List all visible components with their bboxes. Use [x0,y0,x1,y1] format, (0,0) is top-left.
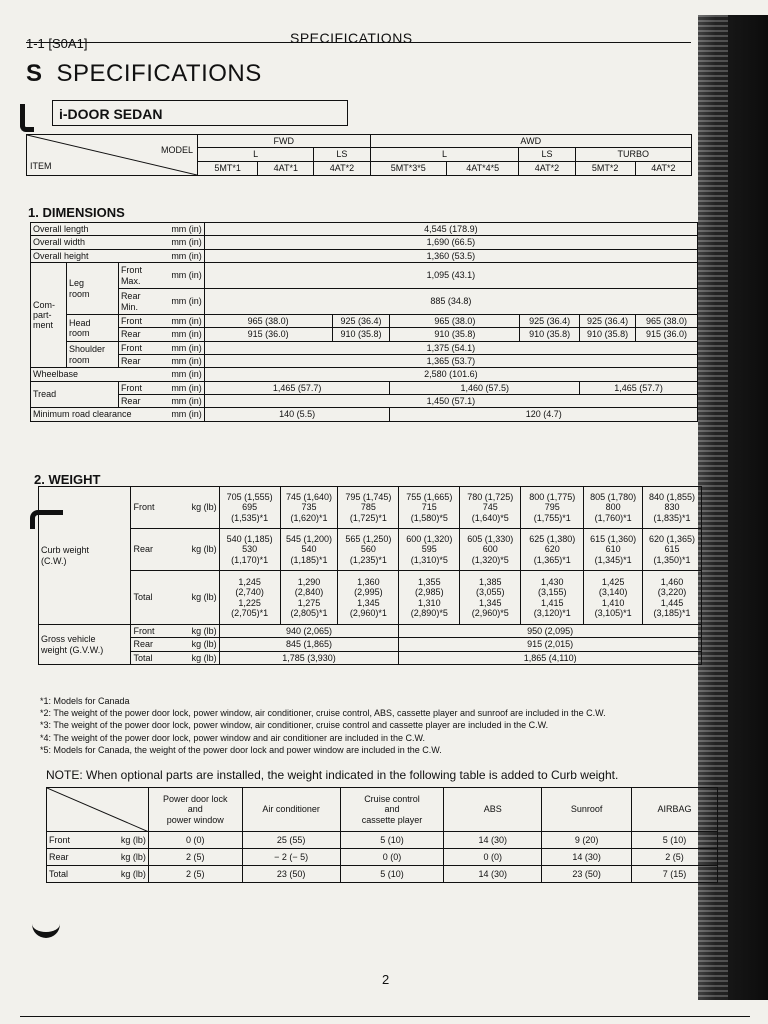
dim-row [31,328,698,341]
weight-value: 915 (2,015) [399,638,702,651]
dim-label: Overall length [31,223,159,236]
dim-value: 120 (4.7) [390,408,698,421]
dim-value: 910 (35.8) [520,328,580,341]
dim-value: 1,690 (66.5) [204,236,697,249]
option-value: 0 (0) [444,849,542,866]
option-value: 14 (30) [542,849,632,866]
dim-value: 4,545 (178.9) [204,223,697,236]
dim-unit: mm (in) [158,341,204,354]
page-number: 2 [382,972,390,987]
footnote: *4: The weight of the power door lock, power window and air conditioner are included in the C.W. [40,732,426,743]
weight-value: 950 (2,095) [399,625,702,638]
weight-value: 1,360 (2,995) 1,345 (2,960)*1 [338,571,399,625]
dim-value: 925 (36.4) [580,315,636,328]
dim-value: 1,375 (54.1) [204,341,697,354]
fwd-l-header: L [198,148,314,161]
dim-unit: mm (in) [158,381,204,394]
corner-diagonal [47,788,149,832]
title-text: SPECIFICATIONS [56,60,262,87]
dim-value: 1,365 (53.7) [204,355,697,368]
weight-value: 1,290 (2,840) 1,275 (2,805)*1 [280,571,338,625]
row-label: Rear [47,849,105,866]
model-col: 4AT*4*5 [447,161,519,175]
weight-value: 1,430 (3,155) 1,415 (3,120)*1 [521,571,584,625]
options-row [47,866,718,883]
option-header: Power door lock and power window [148,788,242,832]
dim-row [31,223,698,236]
option-value: 14 (30) [444,832,542,849]
dim-row [31,236,698,249]
model-table [26,134,692,176]
weight-value: 1,355 (2,985) 1,310 (2,890)*5 [399,571,460,625]
weight-heading: 2. WEIGHT [34,472,101,487]
row-label: Total [131,651,173,664]
weight-value: 755 (1,665) 715 (1,580)*5 [399,487,460,529]
dim-value: 925 (36.4) [520,315,580,328]
dim-unit: mm (in) [158,395,204,408]
option-value: 7 (15) [632,866,718,883]
weight-value: 1,385 (3,055) 1,345 (2,960)*5 [460,571,521,625]
dim-value: 1,465 (57.7) [204,381,390,394]
row-unit: kg (lb) [173,625,219,638]
tread-label: Tread [31,381,119,408]
dim-label: Rear [118,355,158,368]
header-rule [26,42,691,43]
bottom-rule [20,1016,750,1017]
dim-unit: mm (in) [158,408,204,421]
model-item-corner [27,135,198,176]
dim-label: Rear [118,395,158,408]
fwd-ls-header: LS [314,148,370,161]
option-value: 9 (20) [542,832,632,849]
option-value: − 2 (− 5) [242,849,340,866]
gvw-label: Gross vehicle weight (G.V.W.) [39,625,131,665]
curb-weight-label: Curb weight (C.W.) [39,487,131,625]
option-value: 2 (5) [148,849,242,866]
weight-value: 705 (1,555) 695 (1,535)*1 [219,487,280,529]
model-col: 5MT*1 [198,161,258,175]
dim-value: 910 (35.8) [390,328,520,341]
model-col: 5MT*2 [575,161,635,175]
row-label: Front [131,487,173,529]
page-title [26,60,262,88]
weight-table [38,486,702,665]
dim-value: 885 (34.8) [204,289,697,315]
turbo-header: TURBO [575,148,691,161]
row-unit: kg (lb) [104,849,148,866]
option-header: ABS [444,788,542,832]
weight-value: 620 (1,365) 615 (1,350)*1 [643,529,702,571]
options-row [47,849,718,866]
gvw-total-row [39,651,702,664]
dim-unit: mm (in) [158,223,204,236]
footnotes [40,695,606,756]
awd-l-header: L [370,148,519,161]
dim-value: 1,460 (57.5) [390,381,580,394]
dim-unit: mm (in) [158,368,204,381]
dim-label: Front [118,315,158,328]
option-header: AIRBAG [632,788,718,832]
row-unit: kg (lb) [173,529,219,571]
weight-value: 1,460 (3,220) 1,445 (3,185)*1 [643,571,702,625]
dim-row [31,315,698,328]
option-value: 2 (5) [148,866,242,883]
fwd-header: FWD [198,135,371,148]
dim-unit: mm (in) [158,289,204,315]
weight-value: 540 (1,185) 530 (1,170)*1 [219,529,280,571]
footnote: *5: Models for Canada, the weight of the power door lock and power window are included in the C.W. [40,744,442,755]
weight-value: 1,785 (3,930) [219,651,399,664]
item-label: ITEM [30,161,52,172]
curb-rear-row [39,529,702,571]
model-label: MODEL [160,145,193,155]
awd-header: AWD [370,135,692,148]
row-label: Rear [131,529,173,571]
weight-value: 805 (1,780) 800 (1,760)*1 [584,487,643,529]
dim-unit: mm (in) [158,328,204,341]
option-header: Cruise control and cassette player [340,788,444,832]
dim-row [31,395,698,408]
dim-unit: mm (in) [158,249,204,262]
title-letter: S [26,60,43,87]
dim-label: Rear [118,328,158,341]
weight-value: 545 (1,200) 540 (1,185)*1 [280,529,338,571]
model-col: 4AT*2 [314,161,370,175]
model-col: 4AT*2 [519,161,575,175]
dim-value: 925 (36.4) [332,315,390,328]
note-text: NOTE: When optional parts are installed, the weight indicated in the following table is added to Curb weight. [46,768,619,782]
weight-value: 600 (1,320) 595 (1,310)*5 [399,529,460,571]
margin-hook-bottom [32,920,60,938]
weight-value: 840 (1,855) 830 (1,835)*1 [643,487,702,529]
dim-value: 140 (5.5) [204,408,390,421]
dim-value: 1,095 (43.1) [204,263,697,289]
header-title: SPECIFICATIONS [290,30,413,46]
dim-value: 910 (35.8) [580,328,636,341]
gvw-front-row [39,625,702,638]
dim-row [31,249,698,262]
option-value: 5 (10) [632,832,718,849]
weight-value: 780 (1,725) 745 (1,640)*5 [460,487,521,529]
dim-value: 915 (36.0) [636,328,698,341]
dimensions-heading: 1. DIMENSIONS [28,205,125,220]
row-unit: kg (lb) [104,866,148,883]
footnote: *3: The weight of the power door lock, power window, air conditioner, cruise control and cassette player are included in the C.W. [40,720,549,731]
dim-label: Wheelbase [31,368,159,381]
dim-value: 965 (38.0) [390,315,520,328]
option-value: 0 (0) [148,832,242,849]
weight-value: 615 (1,360) 610 (1,345)*1 [584,529,643,571]
dim-unit: mm (in) [158,236,204,249]
dim-label: Minimum road clearance [31,408,159,421]
dim-row [31,368,698,381]
weight-value: 795 (1,745) 785 (1,725)*1 [338,487,399,529]
weight-value: 1,865 (4,110) [399,651,702,664]
row-unit: kg (lb) [173,638,219,651]
awd-ls-header: LS [519,148,575,161]
dim-row [31,408,698,421]
gvw-rear-row [39,638,702,651]
weight-value: 845 (1,865) [219,638,399,651]
option-value: 25 (55) [242,832,340,849]
options-row [47,832,718,849]
weight-value: 605 (1,330) 600 (1,320)*5 [460,529,521,571]
dim-value: 2,580 (101.6) [204,368,697,381]
option-header: Air conditioner [242,788,340,832]
curb-front-row [39,487,702,529]
row-label: Front [47,832,105,849]
dim-value: 910 (35.8) [332,328,390,341]
footnote: *1: Models for Canada [40,696,130,706]
model-col: 4AT*1 [258,161,314,175]
dim-row [31,355,698,368]
option-value: 23 (50) [542,866,632,883]
weight-value: 625 (1,380) 620 (1,365)*1 [521,529,584,571]
row-label: Rear [131,638,173,651]
dim-label: Front [118,381,158,394]
dim-label: Rear Min. [118,289,158,315]
weight-value: 1,425 (3,140) 1,410 (3,105)*1 [584,571,643,625]
row-unit: kg (lb) [173,487,219,529]
row-label: Total [47,866,105,883]
options-header-row [47,788,718,832]
weight-value: 1,245 (2,740) 1,225 (2,705)*1 [219,571,280,625]
dim-row [31,289,698,315]
dim-label: Front Max. [118,263,158,289]
option-value: 0 (0) [340,849,444,866]
dim-value: 1,465 (57.7) [580,381,698,394]
dim-value: 965 (38.0) [636,315,698,328]
row-unit: kg (lb) [173,651,219,664]
option-value: 5 (10) [340,832,444,849]
dim-value: 1,450 (57.1) [204,395,697,408]
dim-unit: mm (in) [158,355,204,368]
compartment-label: Com- part- ment [31,263,67,368]
dim-unit: mm (in) [158,263,204,289]
option-value: 23 (50) [242,866,340,883]
option-value: 2 (5) [632,849,718,866]
option-value: 5 (10) [340,866,444,883]
dim-row [31,341,698,354]
row-label: Total [131,571,173,625]
subtitle-box: i-DOOR SEDAN [52,100,348,126]
model-col: 5MT*3*5 [370,161,447,175]
curb-total-row [39,571,702,625]
dim-row [31,263,698,289]
section-ref: 1-1 [S0A1] [26,36,88,51]
dim-value: 915 (36.0) [204,328,332,341]
dim-label: Overall width [31,236,159,249]
option-header: Sunroof [542,788,632,832]
dim-row [31,381,698,394]
options-corner [47,788,149,832]
weight-value: 745 (1,640) 735 (1,620)*1 [280,487,338,529]
leg-room-label: Leg room [66,263,118,315]
dim-value: 965 (38.0) [204,315,332,328]
model-col: 4AT*2 [635,161,691,175]
row-label: Front [131,625,173,638]
weight-value: 800 (1,775) 795 (1,755)*1 [521,487,584,529]
margin-mark [20,104,34,132]
dim-unit: mm (in) [158,315,204,328]
options-table [46,787,718,883]
dim-value: 1,360 (53.5) [204,249,697,262]
footnote: *2: The weight of the power door lock, power window, air conditioner, cruise control, ABS, cassette player and sunroof are included in the C.W. [40,708,606,719]
shoulder-room-label: Shoulder room [66,341,118,368]
weight-value: 565 (1,250) 560 (1,235)*1 [338,529,399,571]
head-room-label: Head room [66,315,118,342]
option-value: 14 (30) [444,866,542,883]
dim-label: Overall height [31,249,159,262]
dim-label: Front [118,341,158,354]
dimensions-table [30,222,698,422]
weight-value: 940 (2,065) [219,625,399,638]
row-unit: kg (lb) [173,571,219,625]
row-unit: kg (lb) [104,832,148,849]
